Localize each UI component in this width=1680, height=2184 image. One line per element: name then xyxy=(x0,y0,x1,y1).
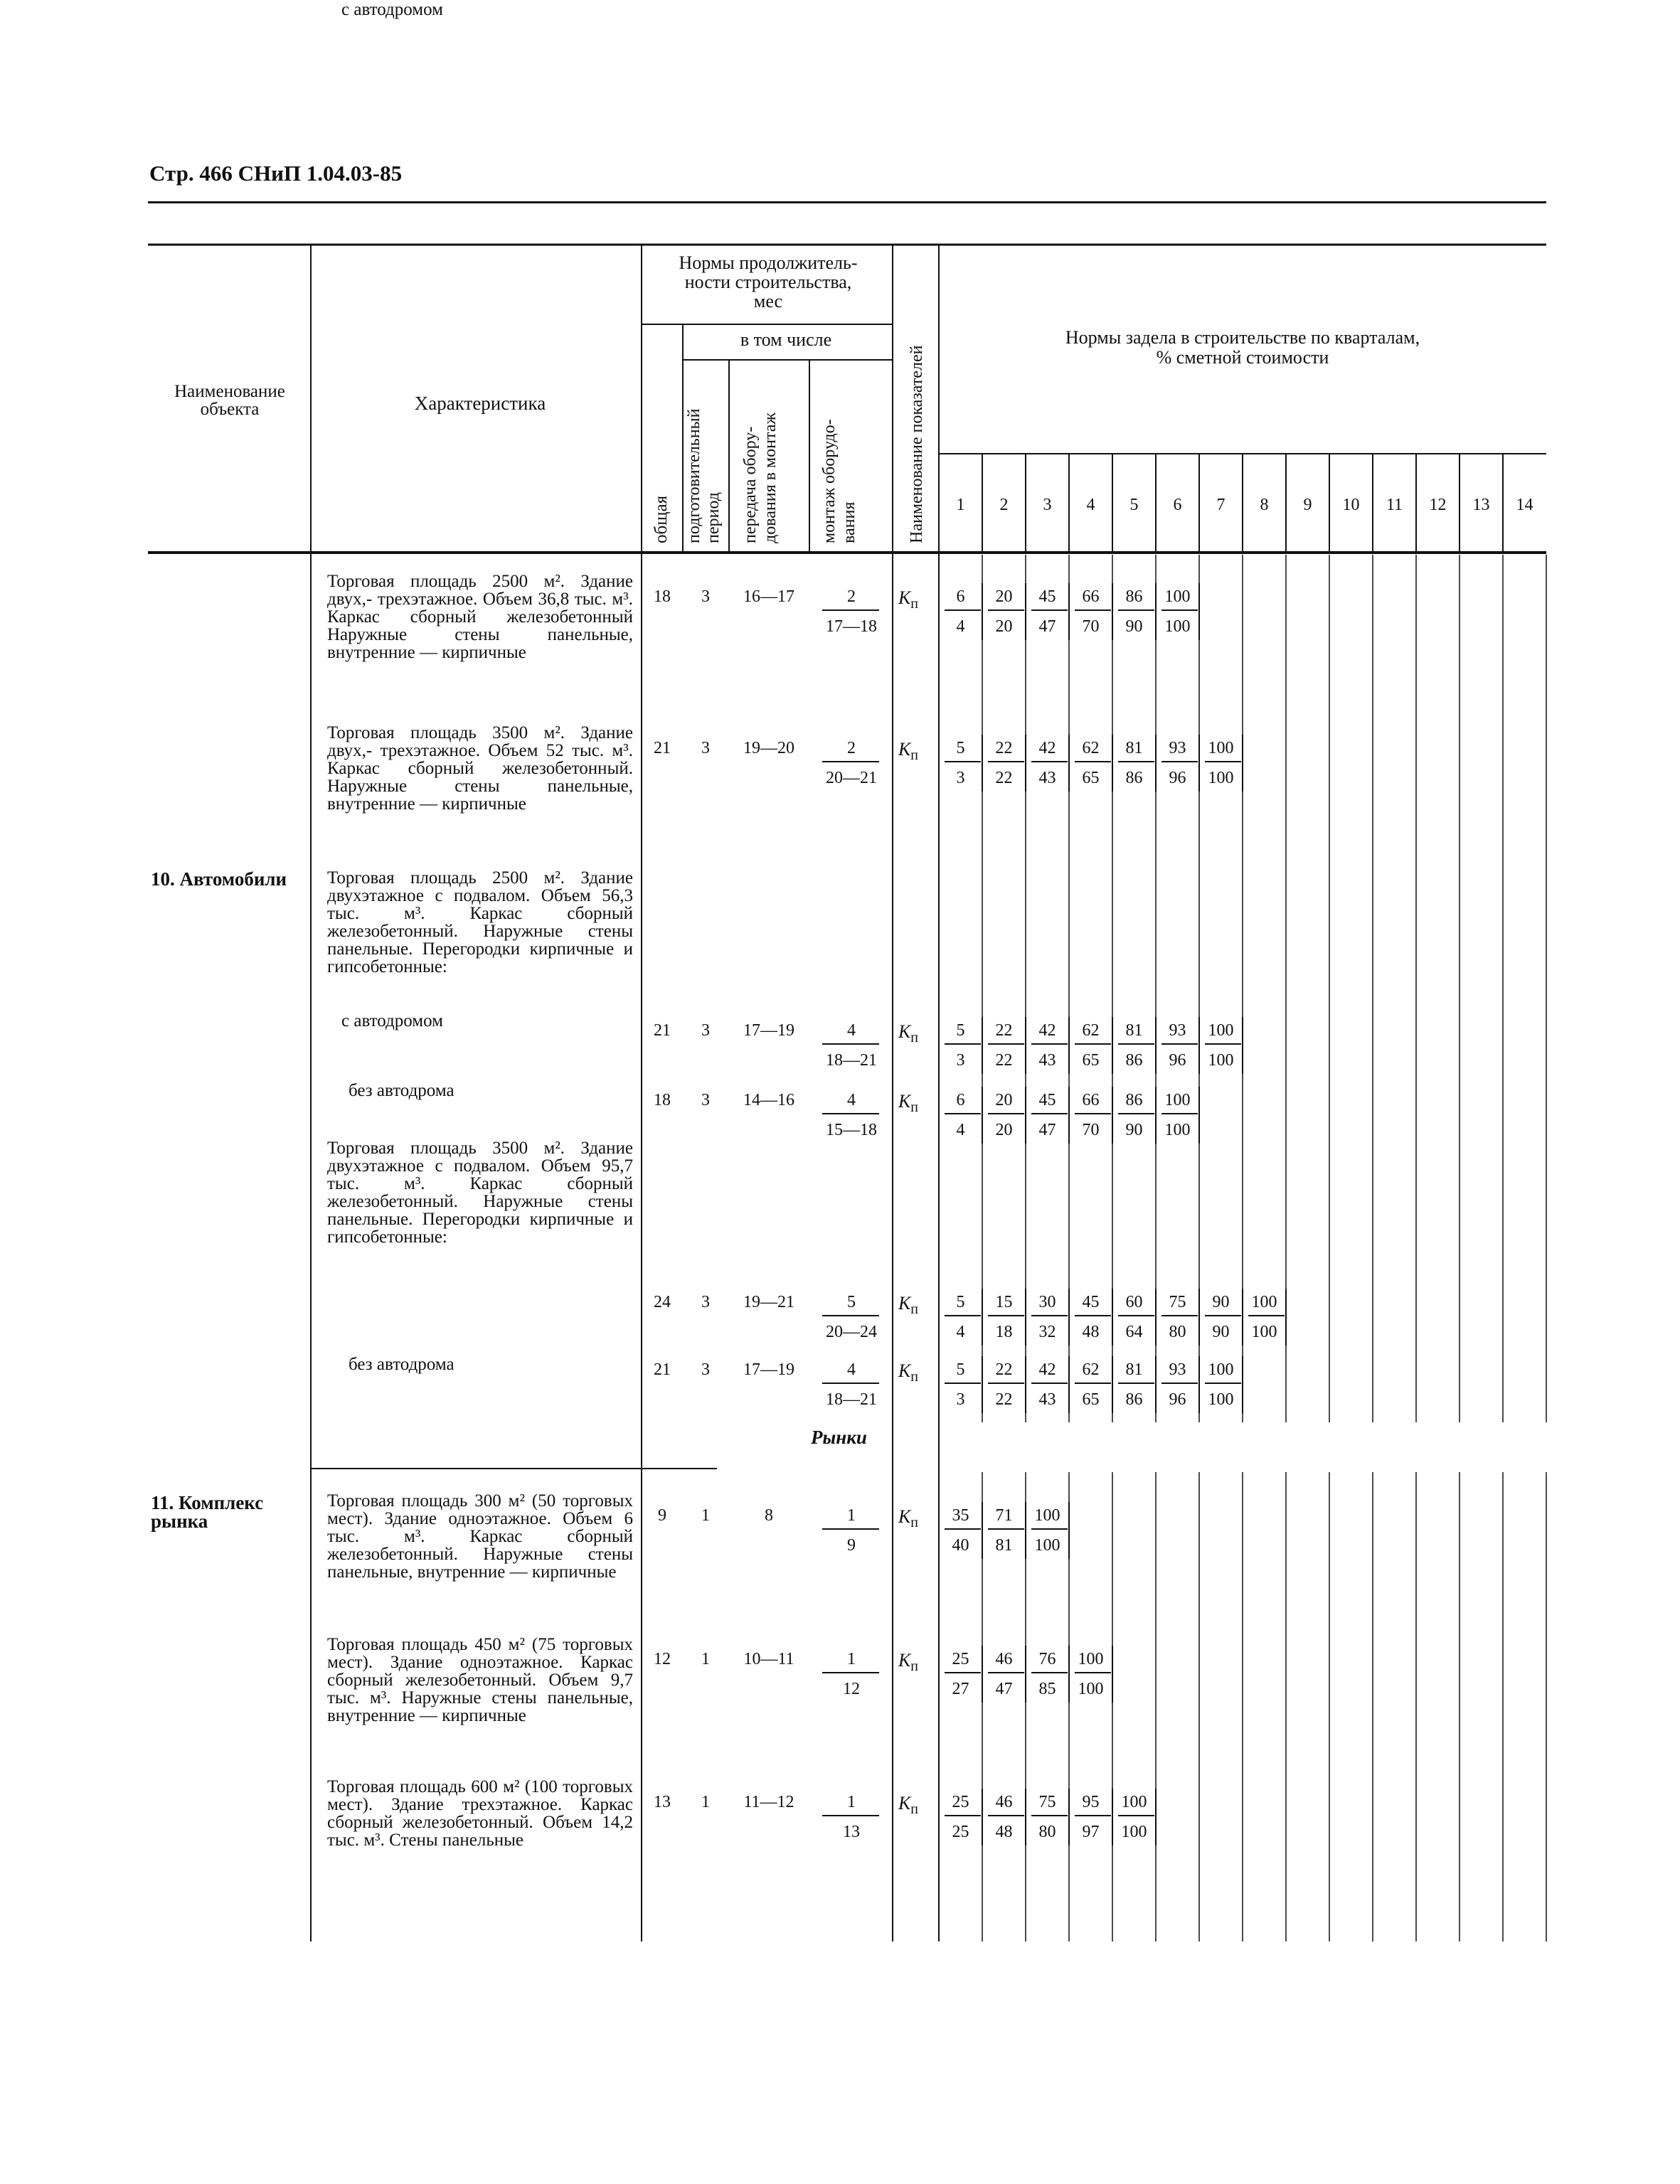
quarter-value-top: 30 xyxy=(1038,1293,1056,1311)
indicator-letter: К xyxy=(898,1293,911,1314)
quarter-value-bottom: 20 xyxy=(995,617,1013,636)
quarter-value-top: 5 xyxy=(956,1293,965,1311)
cell-mounting-den: 17—18 xyxy=(826,617,877,636)
quarter-value-bottom: 100 xyxy=(1208,1390,1234,1409)
quarter-value-bottom: 40 xyxy=(952,1536,969,1555)
cell-total: 13 xyxy=(654,1793,671,1811)
cell-mounting-num: 2 xyxy=(847,587,856,606)
quarter-value-top: 100 xyxy=(1164,587,1191,606)
quarter-value-bottom: 80 xyxy=(1038,1823,1056,1841)
indicator-subscript: п xyxy=(910,1369,918,1385)
indicator-subscript: п xyxy=(910,747,918,764)
quarter-value-bottom: 4 xyxy=(956,617,965,636)
quarter-header-11: 11 xyxy=(1386,496,1403,514)
quarter-value-top: 76 xyxy=(1038,1650,1056,1668)
quarter-value-bottom: 96 xyxy=(1169,1390,1186,1409)
quarter-header-14: 14 xyxy=(1516,496,1533,514)
quarter-header-10: 10 xyxy=(1342,496,1360,514)
quarter-value-top: 42 xyxy=(1038,1360,1056,1379)
cell-transfer: 19—21 xyxy=(743,1293,794,1311)
cell-preparatory: 3 xyxy=(701,1360,710,1379)
quarter-value-bottom: 27 xyxy=(952,1680,969,1698)
cell-preparatory: 3 xyxy=(701,1091,710,1109)
quarter-header-13: 13 xyxy=(1472,496,1490,514)
quarter-value-top: 71 xyxy=(995,1506,1013,1525)
header-duration-group: ности строительства, xyxy=(684,272,852,292)
quarter-value-top: 42 xyxy=(1038,1021,1056,1040)
quarter-value-top: 35 xyxy=(952,1506,969,1525)
header-duration-group: Нормы продолжитель- xyxy=(679,252,858,273)
indicator-subscript: п xyxy=(910,1099,918,1116)
cell-transfer: 16—17 xyxy=(743,587,794,606)
cell-preparatory: 3 xyxy=(701,587,710,606)
quarter-value-top: 95 xyxy=(1082,1793,1100,1811)
indicator-letter: К xyxy=(898,1793,911,1813)
quarter-value-bottom: 80 xyxy=(1169,1323,1186,1341)
quarter-value-top: 81 xyxy=(1125,739,1143,757)
cell-mounting-den: 20—21 xyxy=(826,769,877,787)
indicator-subscript: п xyxy=(910,1801,918,1818)
quarter-value-bottom: 100 xyxy=(1208,1051,1234,1070)
quarter-value-bottom: 100 xyxy=(1164,617,1191,636)
quarter-value-bottom: 81 xyxy=(995,1536,1013,1555)
quarter-value-top: 46 xyxy=(995,1793,1013,1811)
row-characteristic: Торговая площадь 600 м² (100 торговых мест). Здание трехэтажное. Каркас сборный железобетонный. Объем 14,2 тыс. м³. Стены панельные xyxy=(327,1777,633,1850)
cell-total: 24 xyxy=(654,1293,671,1311)
cell-preparatory: 3 xyxy=(701,1293,710,1311)
row-characteristic: Торговая площадь 450 м² (75 торговых мест). Здание одноэтажное. Каркас сборный железобетонный. Объем 9,7 тыс. м³. Наружные стены панельные, внутренние — кирпичные xyxy=(327,1635,633,1725)
quarter-value-bottom: 64 xyxy=(1125,1323,1143,1341)
quarter-value-top: 20 xyxy=(995,587,1013,606)
cell-mounting-den: 12 xyxy=(843,1680,860,1698)
row-sub-characteristic: без автодрома xyxy=(349,1355,454,1374)
quarter-value-bottom: 3 xyxy=(956,769,965,787)
cell-indicator xyxy=(898,587,918,612)
header-duration-group: мес xyxy=(753,291,783,311)
cell-transfer: 17—19 xyxy=(743,1021,794,1040)
quarter-value-top: 86 xyxy=(1125,587,1143,606)
indicator-letter: К xyxy=(898,1021,911,1042)
row-characteristic: Торговая площадь 3500 м². Здание двухэтажное с подвалом. Объем 95,7 тыс. м³. Каркас сборный железобетонный. Наружные стены панельные. Перегородки кирпичные и гипсобетонные: xyxy=(327,1139,633,1247)
quarter-value-top: 42 xyxy=(1038,739,1056,757)
indicator-subscript: п xyxy=(910,1301,918,1318)
quarter-value-bottom: 65 xyxy=(1082,1390,1100,1409)
quarter-value-top: 90 xyxy=(1212,1293,1230,1311)
page-title: Стр. 466 СНиП 1.04.03-85 xyxy=(149,161,403,186)
indicator-letter: К xyxy=(898,1091,911,1112)
quarter-value-top: 6 xyxy=(956,1091,965,1109)
quarter-value-top: 75 xyxy=(1038,1793,1056,1811)
header-object-name: Наименование xyxy=(174,382,285,401)
indicator-letter: К xyxy=(898,1506,911,1527)
quarter-value-top: 62 xyxy=(1082,739,1100,757)
quarter-value-top: 45 xyxy=(1038,1091,1056,1109)
quarter-value-bottom: 25 xyxy=(952,1823,969,1841)
quarter-value-top: 66 xyxy=(1082,587,1100,606)
indicator-letter: К xyxy=(898,739,911,760)
cell-preparatory: 1 xyxy=(701,1793,710,1811)
quarter-header-3: 3 xyxy=(1043,496,1052,514)
quarter-value-top: 22 xyxy=(995,1021,1013,1040)
cell-preparatory: 1 xyxy=(701,1650,710,1668)
quarter-value-bottom: 100 xyxy=(1164,1121,1191,1139)
quarter-value-top: 5 xyxy=(956,1021,965,1040)
quarter-value-bottom: 48 xyxy=(995,1823,1013,1841)
quarter-value-bottom: 47 xyxy=(995,1680,1013,1698)
quarter-value-top: 81 xyxy=(1125,1360,1143,1379)
quarter-value-bottom: 3 xyxy=(956,1051,965,1070)
cell-mounting-den: 18—21 xyxy=(826,1390,877,1409)
cell-transfer: 14—16 xyxy=(743,1091,794,1109)
header-indicator-name: Наименование показателей xyxy=(908,345,926,543)
row-sub-characteristic: с автодромом xyxy=(341,0,443,19)
cell-total: 18 xyxy=(654,1091,671,1109)
quarter-value-bottom: 43 xyxy=(1038,1390,1056,1409)
quarter-value-top: 100 xyxy=(1121,1793,1147,1811)
quarter-value-bottom: 4 xyxy=(956,1323,965,1341)
quarter-value-top: 93 xyxy=(1169,739,1186,757)
cell-mounting-num: 5 xyxy=(847,1293,856,1311)
cell-total: 21 xyxy=(654,1021,671,1040)
cell-total: 9 xyxy=(658,1506,666,1525)
row-characteristic: Торговая площадь 2500 м². Здание двух,- трехэтажное. Объем 36,8 тыс. м³. Каркас сборный железобетонный Наружные стены панельные, внутренние — кирпичные xyxy=(327,572,633,662)
quarter-value-top: 25 xyxy=(952,1650,969,1668)
quarter-header-2: 2 xyxy=(999,496,1009,514)
cell-transfer: 19—20 xyxy=(743,739,794,757)
quarter-value-top: 5 xyxy=(956,1360,965,1379)
cell-total: 21 xyxy=(654,1360,671,1379)
quarter-value-bottom: 43 xyxy=(1038,769,1056,787)
quarter-value-top: 100 xyxy=(1034,1506,1060,1525)
quarter-value-top: 100 xyxy=(1251,1293,1277,1311)
header-characteristic: Характеристика xyxy=(414,393,546,414)
row-sub-characteristic: без автодрома xyxy=(349,1081,454,1100)
quarter-value-bottom: 86 xyxy=(1125,1051,1143,1070)
cell-transfer: 10—11 xyxy=(743,1650,794,1668)
quarter-value-top: 62 xyxy=(1082,1360,1100,1379)
cell-total: 21 xyxy=(654,739,671,757)
quarter-value-top: 22 xyxy=(995,739,1013,757)
quarter-value-bottom: 100 xyxy=(1251,1323,1277,1341)
cell-total: 12 xyxy=(654,1650,671,1668)
cell-indicator xyxy=(898,1650,918,1675)
indicator-subscript: п xyxy=(910,1515,918,1531)
header-backlog-group: % сметной стоимости xyxy=(1156,347,1329,368)
cell-mounting-num: 4 xyxy=(847,1021,856,1040)
group-name-market-complex: 11. Комплекс рынка xyxy=(151,1492,264,1532)
cell-transfer: 17—19 xyxy=(743,1360,794,1379)
quarter-value-bottom: 90 xyxy=(1212,1323,1230,1341)
quarter-value-top: 100 xyxy=(1078,1650,1104,1668)
cell-preparatory: 3 xyxy=(701,739,710,757)
quarter-value-top: 15 xyxy=(995,1293,1013,1311)
quarter-value-top: 45 xyxy=(1038,587,1056,606)
cell-mounting-den: 18—21 xyxy=(826,1051,877,1070)
quarter-value-bottom: 4 xyxy=(956,1121,965,1139)
row-characteristic: Торговая площадь 2500 м². Здание двухэтажное с подвалом. Объем 56,3 тыс. м³. Каркас сборный железобетонный. Наружные стены панельные. Перегородки кирпичные и гипсобетонные: xyxy=(327,868,633,976)
cell-mounting-den: 13 xyxy=(843,1823,860,1841)
cell-mounting-num: 1 xyxy=(847,1793,856,1811)
indicator-subscript: п xyxy=(910,596,918,612)
quarter-header-9: 9 xyxy=(1303,496,1312,514)
quarter-header-1: 1 xyxy=(956,496,965,514)
quarter-value-top: 93 xyxy=(1169,1360,1186,1379)
cell-indicator xyxy=(898,1360,918,1385)
quarter-value-bottom: 70 xyxy=(1082,1121,1100,1139)
quarter-value-top: 60 xyxy=(1125,1293,1143,1311)
quarter-value-top: 62 xyxy=(1082,1021,1100,1040)
indicator-letter: К xyxy=(898,587,911,608)
header-col-preparatory: подготовительный xyxy=(685,408,703,543)
quarter-value-top: 66 xyxy=(1082,1091,1100,1109)
header-col-mounting: монтаж оборудо- xyxy=(820,419,839,543)
quarter-header-8: 8 xyxy=(1260,496,1269,514)
quarter-value-bottom: 100 xyxy=(1208,769,1234,787)
quarter-header-6: 6 xyxy=(1173,496,1182,514)
quarter-value-bottom: 47 xyxy=(1038,617,1056,636)
quarter-value-top: 100 xyxy=(1208,1360,1234,1379)
quarter-value-bottom: 85 xyxy=(1038,1680,1056,1698)
quarter-value-top: 86 xyxy=(1125,1091,1143,1109)
quarter-value-bottom: 86 xyxy=(1125,1390,1143,1409)
quarter-value-bottom: 100 xyxy=(1034,1536,1060,1555)
cell-mounting-den: 9 xyxy=(847,1536,856,1555)
cell-indicator xyxy=(898,1793,918,1818)
row-sub-characteristic: с автодромом xyxy=(341,1011,443,1030)
quarter-value-bottom: 96 xyxy=(1169,1051,1186,1070)
cell-preparatory: 1 xyxy=(701,1506,710,1525)
quarter-value-bottom: 22 xyxy=(995,1051,1013,1070)
quarter-header-7: 7 xyxy=(1216,496,1226,514)
cell-indicator xyxy=(898,1021,918,1046)
cell-indicator xyxy=(898,739,918,764)
header-backlog-group: Нормы задела в строительстве по кварталам, xyxy=(1065,327,1420,348)
quarter-value-bottom: 70 xyxy=(1082,617,1100,636)
cell-mounting-num: 2 xyxy=(847,739,856,757)
quarter-value-top: 20 xyxy=(995,1091,1013,1109)
indicator-letter: К xyxy=(898,1650,911,1671)
section-title-markets: Рынки xyxy=(811,1427,867,1448)
indicator-subscript: п xyxy=(910,1658,918,1675)
cell-mounting-num: 4 xyxy=(847,1091,856,1109)
quarter-value-top: 93 xyxy=(1169,1021,1186,1040)
quarter-header-5: 5 xyxy=(1129,496,1139,514)
quarter-value-bottom: 18 xyxy=(995,1323,1013,1341)
quarter-value-top: 45 xyxy=(1082,1293,1100,1311)
cell-transfer: 11—12 xyxy=(743,1793,794,1811)
header-col-total: общая xyxy=(652,495,671,543)
row-characteristic: Торговая площадь 300 м² (50 торговых мест). Здание одноэтажное. Объем 6 тыс. м³. Каркас сборный железобетонный. Наружные стены панельные, внутренние — кирпичные xyxy=(327,1491,633,1582)
quarter-value-top: 22 xyxy=(995,1360,1013,1379)
cell-mounting-den: 20—24 xyxy=(826,1323,877,1341)
quarter-value-bottom: 100 xyxy=(1078,1680,1104,1698)
quarter-value-bottom: 22 xyxy=(995,1390,1013,1409)
quarter-value-top: 100 xyxy=(1208,739,1234,757)
quarter-value-bottom: 47 xyxy=(1038,1121,1056,1139)
cell-indicator xyxy=(898,1293,918,1318)
quarter-value-top: 100 xyxy=(1208,1021,1234,1040)
cell-mounting-num: 1 xyxy=(847,1650,856,1668)
cell-mounting-num: 1 xyxy=(847,1506,856,1525)
header-object-name: объекта xyxy=(200,400,260,419)
header-including: в том числе xyxy=(740,329,832,350)
header-col-preparatory: период xyxy=(704,492,723,543)
quarter-value-bottom: 97 xyxy=(1082,1823,1100,1841)
quarter-value-top: 81 xyxy=(1125,1021,1143,1040)
cell-mounting-num: 4 xyxy=(847,1360,856,1379)
header-col-transfer: передача обору- xyxy=(741,426,760,543)
quarter-header-4: 4 xyxy=(1086,496,1095,514)
quarter-value-bottom: 32 xyxy=(1038,1323,1056,1341)
cell-total: 18 xyxy=(654,587,671,606)
quarter-value-bottom: 90 xyxy=(1125,1121,1143,1139)
group-name-automobiles: 10. Автомобили xyxy=(151,868,287,890)
quarter-value-bottom: 20 xyxy=(995,1121,1013,1139)
indicator-subscript: п xyxy=(910,1030,918,1046)
cell-indicator xyxy=(898,1506,918,1531)
quarter-value-bottom: 65 xyxy=(1082,769,1100,787)
quarter-value-bottom: 90 xyxy=(1125,617,1143,636)
quarter-value-top: 6 xyxy=(956,587,965,606)
quarter-value-bottom: 3 xyxy=(956,1390,965,1409)
quarter-value-bottom: 100 xyxy=(1121,1823,1147,1841)
header-col-transfer: дования в монтаж xyxy=(761,412,780,543)
quarter-value-bottom: 96 xyxy=(1169,769,1186,787)
header-col-mounting: вания xyxy=(840,501,858,543)
quarter-value-top: 75 xyxy=(1169,1293,1186,1311)
quarter-value-bottom: 65 xyxy=(1082,1051,1100,1070)
quarter-value-bottom: 43 xyxy=(1038,1051,1056,1070)
quarter-value-bottom: 48 xyxy=(1082,1323,1100,1341)
quarter-value-top: 46 xyxy=(995,1650,1013,1668)
quarter-value-top: 5 xyxy=(956,739,965,757)
indicator-letter: К xyxy=(898,1360,911,1381)
row-characteristic: Торговая площадь 3500 м². Здание двух,- трехэтажное. Объем 52 тыс. м³. Каркас сборный железобетонный. Наружные стены панельные, внутренние — кирпичные xyxy=(327,723,633,814)
quarter-value-top: 100 xyxy=(1164,1091,1191,1109)
cell-indicator xyxy=(898,1091,918,1116)
quarter-value-bottom: 22 xyxy=(995,769,1013,787)
cell-preparatory: 3 xyxy=(701,1021,710,1040)
cell-mounting-den: 15—18 xyxy=(826,1121,877,1139)
quarter-value-bottom: 86 xyxy=(1125,769,1143,787)
quarter-value-top: 25 xyxy=(952,1793,969,1811)
cell-transfer: 8 xyxy=(765,1506,773,1525)
quarter-header-12: 12 xyxy=(1429,496,1447,514)
